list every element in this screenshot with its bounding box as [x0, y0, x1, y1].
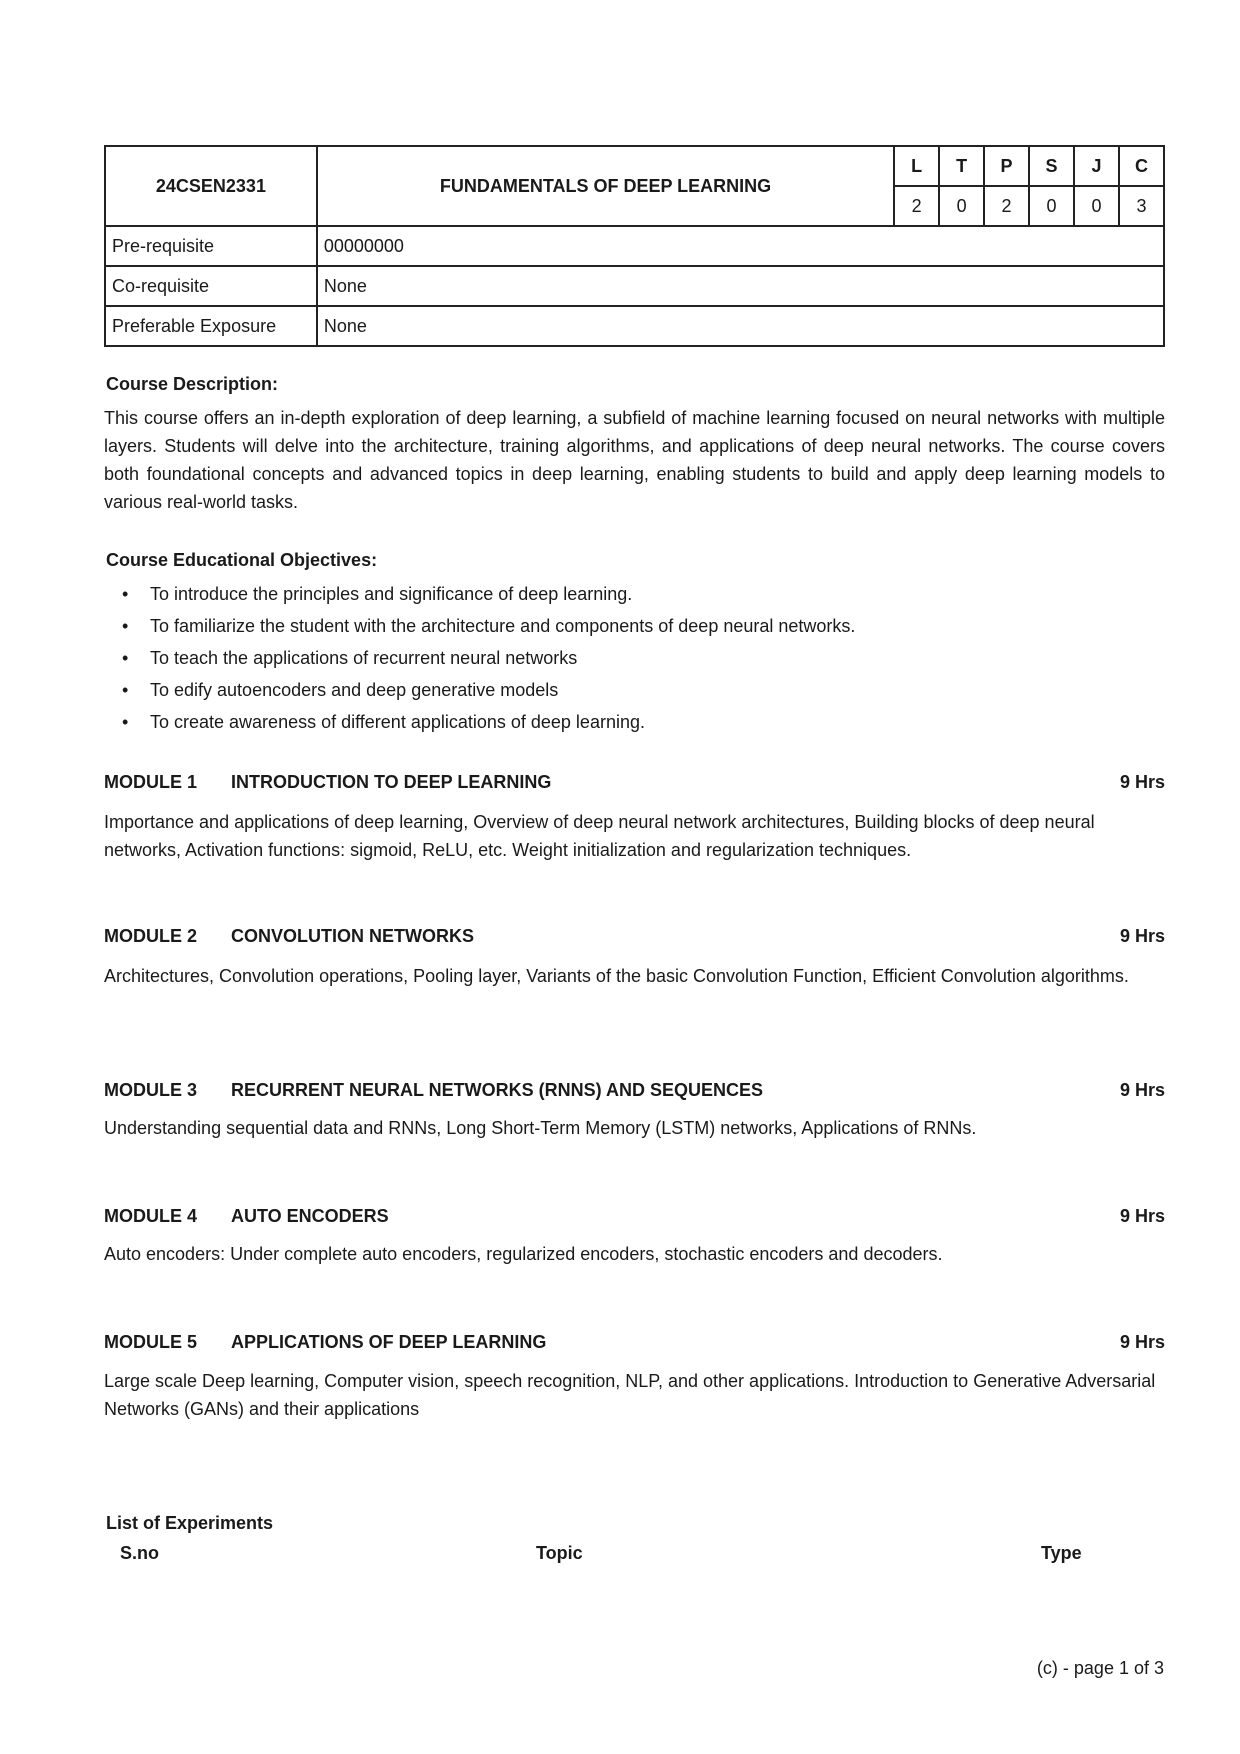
ltp-header-l: L [894, 146, 939, 186]
ltp-header-t: T [939, 146, 984, 186]
module-hours: 9 Hrs [1119, 772, 1165, 792]
ltp-value-s: 0 [1029, 186, 1074, 226]
ltp-header-j: J [1074, 146, 1119, 186]
objective-item [104, 642, 855, 674]
ltp-value-p: 2 [984, 186, 1029, 226]
ltp-value-t: 0 [939, 186, 984, 226]
page-footer: (c) - page 1 of 3 [1036, 1658, 1164, 1678]
module-2-heading [104, 926, 1165, 952]
module-number: MODULE 4 [104, 1206, 198, 1226]
corequisite-label: Co-requisite [105, 266, 317, 306]
objective-item [104, 706, 855, 738]
experiments-column-sno: S.no [120, 1543, 159, 1563]
module-2-text: Architectures, Convolution operations, Pooling layer, Variants of the basic Convolution Function, Efficient Convolution algorithms. [104, 966, 1129, 986]
objective-item [104, 610, 855, 642]
module-5-heading [104, 1332, 1165, 1358]
module-number: MODULE 1 [104, 772, 198, 792]
objective-text: To edify autoencoders and deep generative models [150, 680, 559, 700]
objective-text: To introduce the principles and significance of deep learning. [150, 584, 633, 604]
module-3-heading [104, 1080, 1165, 1106]
objective-item [104, 578, 855, 610]
module-number: MODULE 3 [104, 1080, 198, 1100]
ltp-value-j: 0 [1074, 186, 1119, 226]
module-hours: 9 Hrs [1119, 1080, 1165, 1100]
module-1-text: Importance and applications of deep learning, Overview of deep neural network architectures, Building blocks of deep neural networks, Activation functions: sigmoid, ReLU, etc. Weight initialization and regularization techniques. [104, 812, 1095, 860]
ltp-value-c: 3 [1119, 186, 1164, 226]
module-number: MODULE 2 [104, 926, 198, 946]
objectives-heading: Course Educational Objectives: [106, 550, 378, 570]
module-title: INTRODUCTION TO DEEP LEARNING [231, 772, 552, 792]
course-description-heading: Course Description: [106, 374, 279, 394]
module-title: CONVOLUTION NETWORKS [231, 926, 474, 946]
objective-text: To create awareness of different applications of deep learning. [150, 712, 645, 732]
module-title: APPLICATIONS OF DEEP LEARNING [231, 1332, 547, 1352]
module-5-text: Large scale Deep learning, Computer vision, speech recognition, NLP, and other applications. Introduction to Generative Adversarial Networks (GANs) and their applications [104, 1371, 1156, 1419]
experiments-column-topic: Topic [536, 1543, 583, 1563]
ltp-header-p: P [984, 146, 1029, 186]
bullet-icon: • [122, 680, 129, 700]
preferable-exposure-value: None [317, 306, 1164, 346]
course-code: 24CSEN2331 [105, 146, 317, 226]
module-hours: 9 Hrs [1119, 1332, 1165, 1352]
module-3-text: Understanding sequential data and RNNs, Long Short-Term Memory (LSTM) networks, Applications of RNNs. [104, 1118, 977, 1138]
module-hours: 9 Hrs [1119, 926, 1165, 946]
course-title: FUNDAMENTALS OF DEEP LEARNING [317, 146, 894, 226]
module-1-heading [104, 772, 1165, 798]
module-title: RECURRENT NEURAL NETWORKS (RNNS) AND SEQUENCES [231, 1080, 764, 1100]
corequisite-value: None [317, 266, 1164, 306]
prerequisite-label: Pre-requisite [105, 226, 317, 266]
experiments-heading: List of Experiments [106, 1513, 274, 1533]
objective-item [104, 674, 855, 706]
course-header-table [104, 145, 1165, 347]
ltp-header-s: S [1029, 146, 1074, 186]
bullet-icon: • [122, 648, 129, 668]
bullet-icon: • [122, 616, 129, 636]
prerequisite-value: 00000000 [317, 226, 1164, 266]
module-hours: 9 Hrs [1119, 1206, 1165, 1226]
module-title: AUTO ENCODERS [231, 1206, 389, 1226]
module-4-heading [104, 1206, 1165, 1232]
objective-text: To teach the applications of recurrent neural networks [150, 648, 578, 668]
objective-text: To familiarize the student with the architecture and components of deep neural networks. [150, 616, 856, 636]
preferable-exposure-label: Preferable Exposure [105, 306, 317, 346]
ltp-header-c: C [1119, 146, 1164, 186]
bullet-icon: • [122, 584, 129, 604]
module-4-text: Auto encoders: Under complete auto encoders, regularized encoders, stochastic encoders and decoders. [104, 1244, 943, 1264]
experiments-column-type: Type [1041, 1543, 1082, 1563]
module-number: MODULE 5 [104, 1332, 198, 1352]
bullet-icon: • [122, 712, 129, 732]
ltp-value-l: 2 [894, 186, 939, 226]
objectives-list [104, 578, 855, 738]
course-description-text: This course offers an in-depth exploration of deep learning, a subfield of machine learning focused on neural networks with multiple layers. Students will delve into the architecture, training algorithms, and applications of deep neural networks. The course covers both foundational concepts and advanced topics in deep learning, enabling students to build and apply deep learning models to various real-world tasks. [104, 408, 1165, 512]
